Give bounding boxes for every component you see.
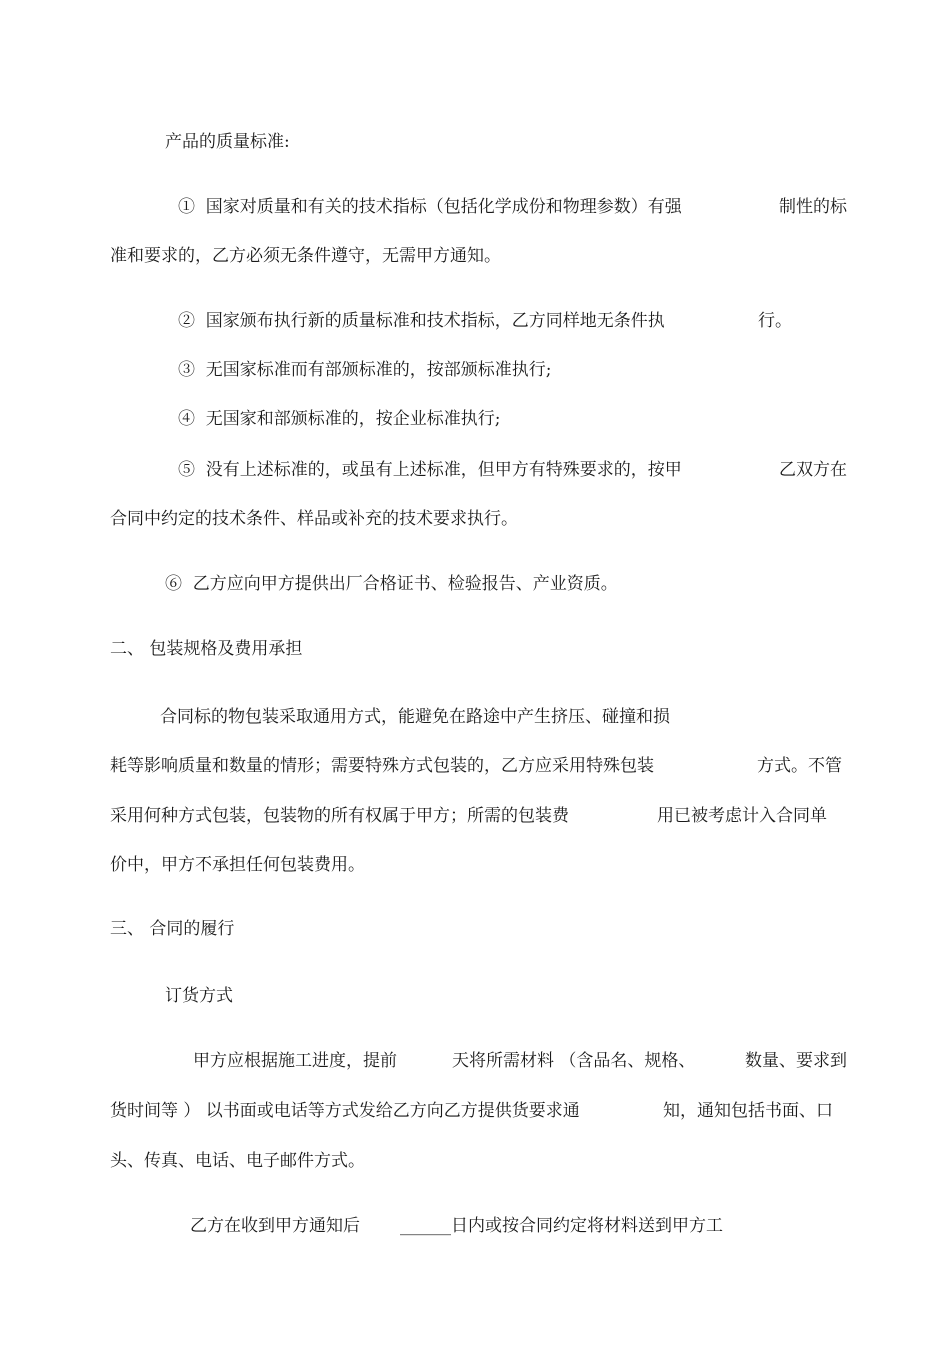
clause-2-line-1b: 行。 xyxy=(758,311,792,331)
clause-2-line-1a: ② 国家颁布执行新的质量标准和技术指标，乙方同样地无条件执 xyxy=(178,311,665,331)
clause-4: ④ 无国家和部颁标准的，按企业标准执行; xyxy=(178,409,501,429)
clause-5-line-2: 合同中约定的技术条件、样品或补充的技术要求执行。 xyxy=(110,509,518,529)
ordering-para-line-2b: 知，通知包括书面、口 xyxy=(663,1101,833,1121)
packaging-para-line-3a: 采用何种方式包装，包装物的所有权属于甲方；所需的包装费 xyxy=(110,806,569,826)
packaging-para-line-3b: 用已被考虑计入合同单 xyxy=(657,806,827,826)
ordering-method-heading: 订货方式 xyxy=(165,986,233,1006)
delivery-para-line-1b: ______日内或按合同约定将材料送到甲方工 xyxy=(400,1216,723,1236)
clause-3: ③ 无国家标准而有部颁标准的，按部颁标准执行; xyxy=(178,360,552,380)
packaging-para-line-2a: 耗等影响质量和数量的情形；需要特殊方式包装的，乙方应采用特殊包装 xyxy=(110,756,654,776)
quality-standard-heading: 产品的质量标准: xyxy=(165,132,290,152)
clause-5-line-1b: 乙双方在 xyxy=(779,460,847,480)
clause-5-line-1a: ⑤ 没有上述标准的，或虽有上述标准，但甲方有特殊要求的，按甲 xyxy=(178,460,682,480)
ordering-para-line-1c: 数量、要求到 xyxy=(745,1051,847,1071)
ordering-para-line-3: 头、传真、电话、电子邮件方式。 xyxy=(110,1151,365,1171)
ordering-para-line-2a: 货时间等 ） 以书面或电话等方式发给乙方向乙方提供货要求通 xyxy=(110,1101,580,1121)
packaging-para-line-4: 价中，甲方不承担任何包装费用。 xyxy=(110,855,365,875)
section-3-heading: 三、 合同的履行 xyxy=(110,919,235,939)
section-2-heading: 二、 包装规格及费用承担 xyxy=(110,639,303,659)
delivery-para-line-1a: 乙方在收到甲方通知后 xyxy=(190,1216,360,1236)
packaging-para-line-2b: 方式。不管 xyxy=(757,756,842,776)
clause-1-line-1a: ① 国家对质量和有关的技术指标（包括化学成份和物理参数）有强 xyxy=(178,197,682,217)
packaging-para-line-1: 合同标的物包装采取通用方式，能避免在路途中产生挤压、碰撞和损 xyxy=(160,707,670,727)
ordering-para-line-1a: 甲方应根据施工进度，提前 xyxy=(193,1051,397,1071)
clause-6: ⑥ 乙方应向甲方提供出厂合格证书、检验报告、产业资质。 xyxy=(165,574,618,594)
clause-1-line-2: 准和要求的，乙方必须无条件遵守，无需甲方通知。 xyxy=(110,246,501,266)
clause-1-line-1b: 制性的标 xyxy=(779,197,847,217)
ordering-para-line-1b: 天将所需材料 （含品名、规格、 xyxy=(452,1051,696,1071)
